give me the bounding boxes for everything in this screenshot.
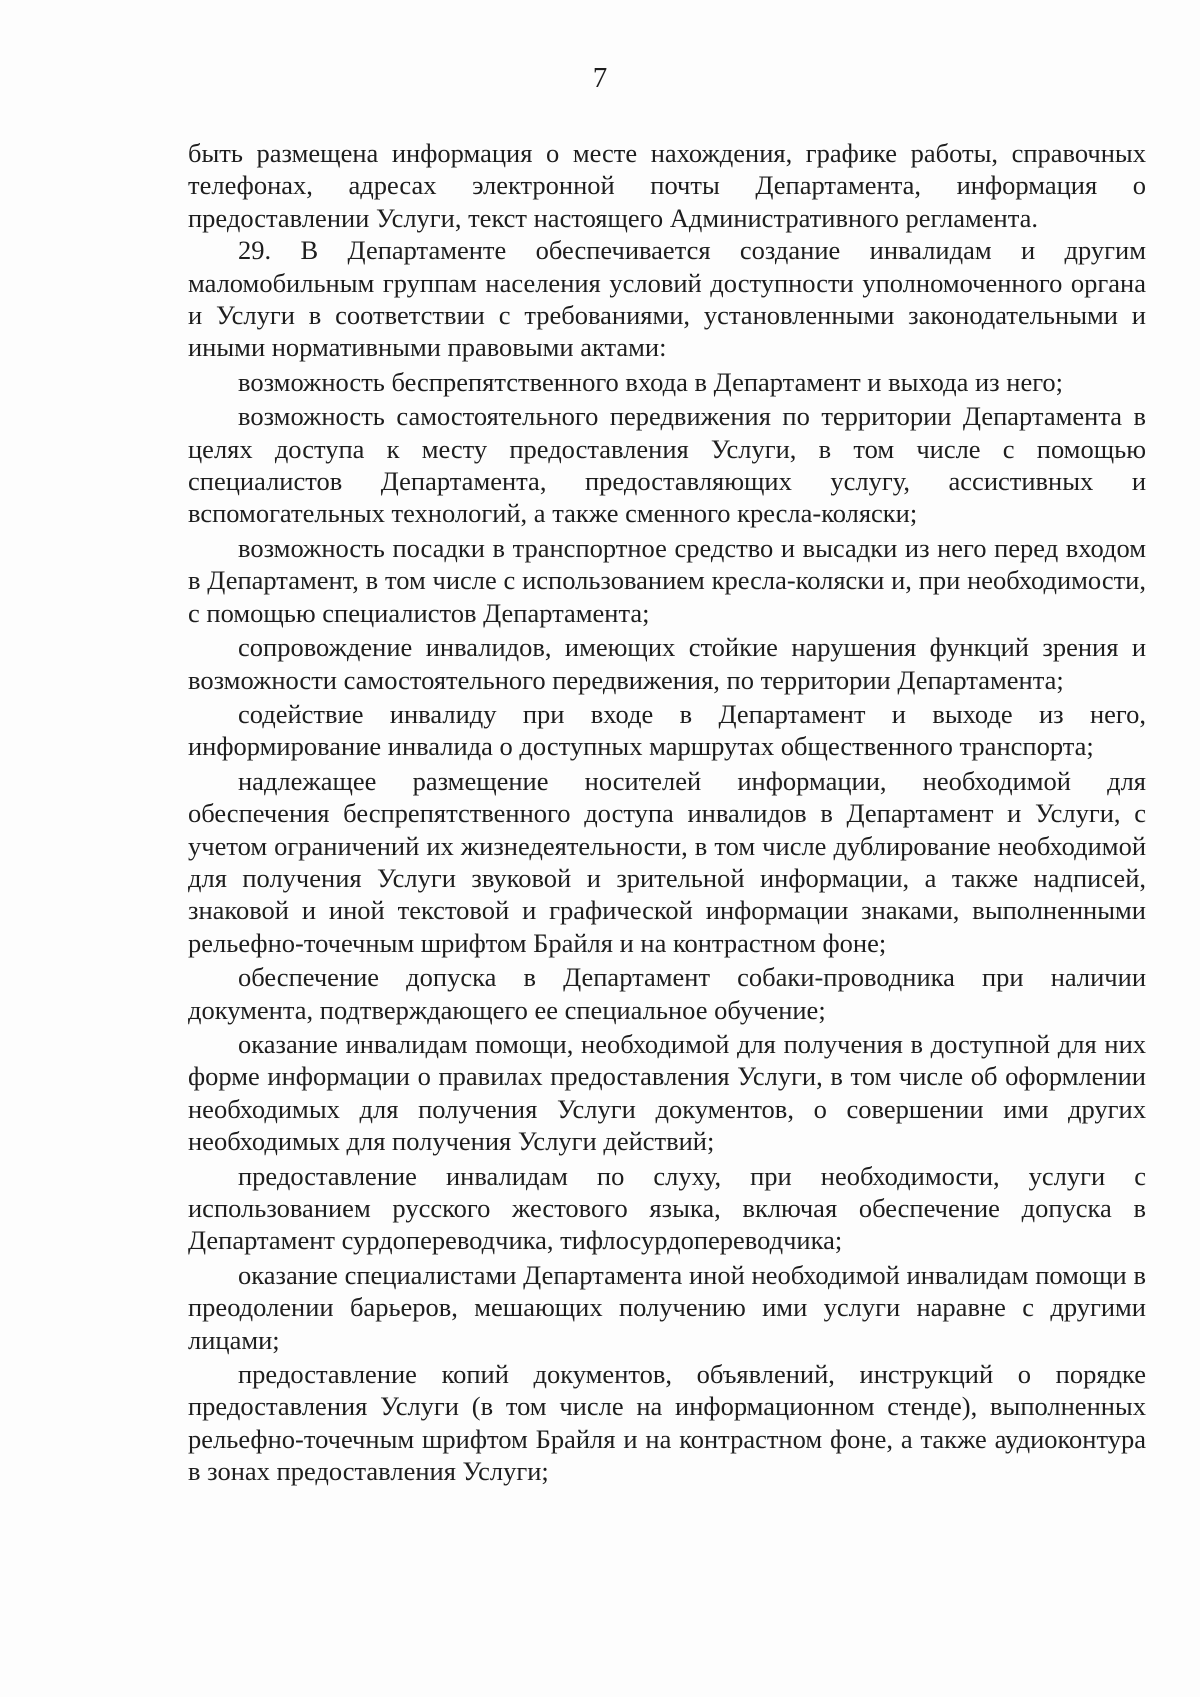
- list-item-braille-copies: предоставление копий документов, объявлений, инструкций о порядке предоставления Услуги (в том числе на информационном стенде), выполненных рельефно-точечным шрифтом Брайля и на контрастном фоне, а также аудиоконтура в зонах предоставления Услуги;: [188, 1359, 1146, 1487]
- paragraph-29: 29. В Департаменте обеспечивается создание инвалидам и другим маломобильным группам населения условий доступности уполномоченного органа и Услуги в соответствии с требованиями, установленными законодательными и иными нормативными правовыми актами:: [188, 235, 1146, 363]
- list-item-barrier-help: оказание специалистами Департамента иной необходимой инвалидам помощи в преодолении барьеров, мешающих получению ими услуги наравне с другими лицами;: [188, 1259, 1146, 1355]
- list-item-sign-language: предоставление инвалидам по слуху, при необходимости, услуги с использованием русского жестового языка, включая обеспечение допуска в Департамент сурдопереводчика, тифлосурдопереводчика;: [188, 1160, 1146, 1256]
- list-item-escort: сопровождение инвалидов, имеющих стойкие нарушения функций зрения и возможности самостоятельного передвижения, по территории Департамента;: [188, 632, 1146, 695]
- paragraph-continuation: быть размещена информация о месте нахождения, графике работы, справочных телефонах, адресах электронной почты Департамента, информация о предоставлении Услуги, текст настоящего Административного регламента.: [188, 138, 1146, 233]
- document-body: [188, 137, 1146, 1488]
- list-item-information-carriers: надлежащее размещение носителей информации, необходимой для обеспечения беспрепятственного доступа инвалидов в Департамент и Услуги, с учетом ограничений их жизнедеятельности, в том числе дублирование необходимой для получения Услуги звуковой и зрительной информации, а также надписей, знаковой и иной текстовой и графической информации знаками, выполненными рельефно-точечным шрифтом Брайля и на контрастном фоне;: [188, 765, 1146, 958]
- list-item-movement: возможность самостоятельного передвижения по территории Департамента в целях доступа к месту предоставления Услуги, в том числе с помощью специалистов Департамента, предоставляющих услугу, ассистивных и вспомогательных технологий, а также сменного кресла-коляски;: [188, 401, 1146, 529]
- list-item-information-help: оказание инвалидам помощи, необходимой для получения в доступной для них форме информации о правилах предоставления Услуги, в том числе об оформлении необходимых для получения Услуги документов, о совершении ими других необходимых для получения Услуги действий;: [188, 1028, 1146, 1157]
- list-item-guide-dog: обеспечение допуска в Департамент собаки-проводника при наличии документа, подтверждающего ее специальное обучение;: [188, 962, 1146, 1025]
- page-number: 7: [592, 62, 608, 94]
- list-item-entry-exit: возможность беспрепятственного входа в Департамент и выхода из него;: [238, 366, 1064, 397]
- list-item-boarding: возможность посадки в транспортное средство и высадки из него перед входом в Департамент, в том числе с использованием кресла-коляски и, при необходимости, с помощью специалистов Департамента;: [188, 532, 1146, 628]
- list-item-assistance: содействие инвалиду при входе в Департамент и выходе из него, информирование инвалида о доступных маршрутах общественного транспорта;: [188, 698, 1146, 762]
